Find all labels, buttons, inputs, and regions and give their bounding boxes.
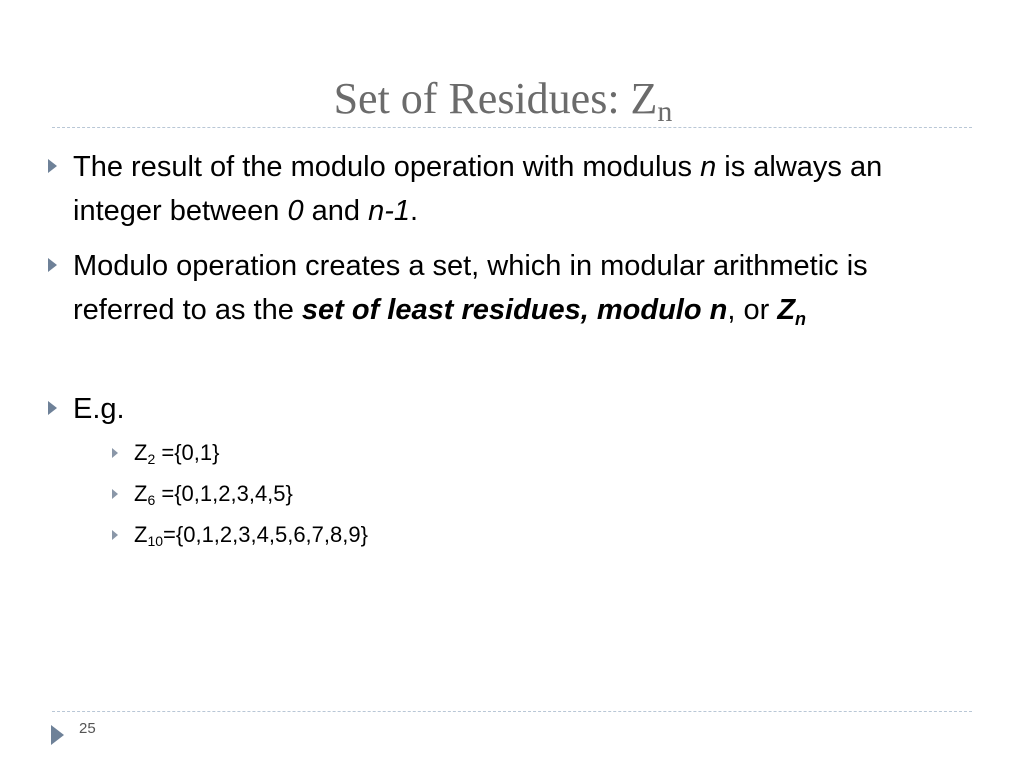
title-text: Set of Residues: Z bbox=[333, 74, 658, 123]
title-subscript: n bbox=[657, 95, 673, 128]
bullet-arrow-icon bbox=[48, 401, 57, 415]
slide-marker-icon bbox=[51, 725, 64, 745]
page-number: 25 bbox=[79, 720, 96, 737]
example-z10: $Z_{10}=\{0,1,2,3,4,5,6,7,8,9\}$ bbox=[134, 522, 368, 549]
footer-divider bbox=[52, 711, 972, 712]
bullet-arrow-icon bbox=[48, 258, 57, 272]
sub-bullet-arrow-icon bbox=[112, 448, 118, 458]
bullet-1: The result of the modulo operation with modulus n is always an integer between 0 and n-1. bbox=[73, 151, 883, 227]
sub-bullet-arrow-icon bbox=[112, 489, 118, 499]
example-z6: $Z_6 =\{0,1,2,3,4,5\}$ bbox=[134, 481, 293, 508]
bullet-2: Modulo operation creates a set, which in modular arithmetic is referred to as the set of least residues, modulo n, or $Z_n$ bbox=[73, 250, 868, 329]
slide-title bbox=[0, 72, 1006, 126]
sub-bullet-arrow-icon bbox=[112, 530, 118, 540]
bullet-arrow-icon bbox=[48, 159, 57, 173]
title-divider bbox=[52, 127, 972, 128]
example-z2: $Z_2 =\{0,1\}$ bbox=[134, 440, 220, 467]
bullet-3: E.g. bbox=[73, 393, 125, 425]
